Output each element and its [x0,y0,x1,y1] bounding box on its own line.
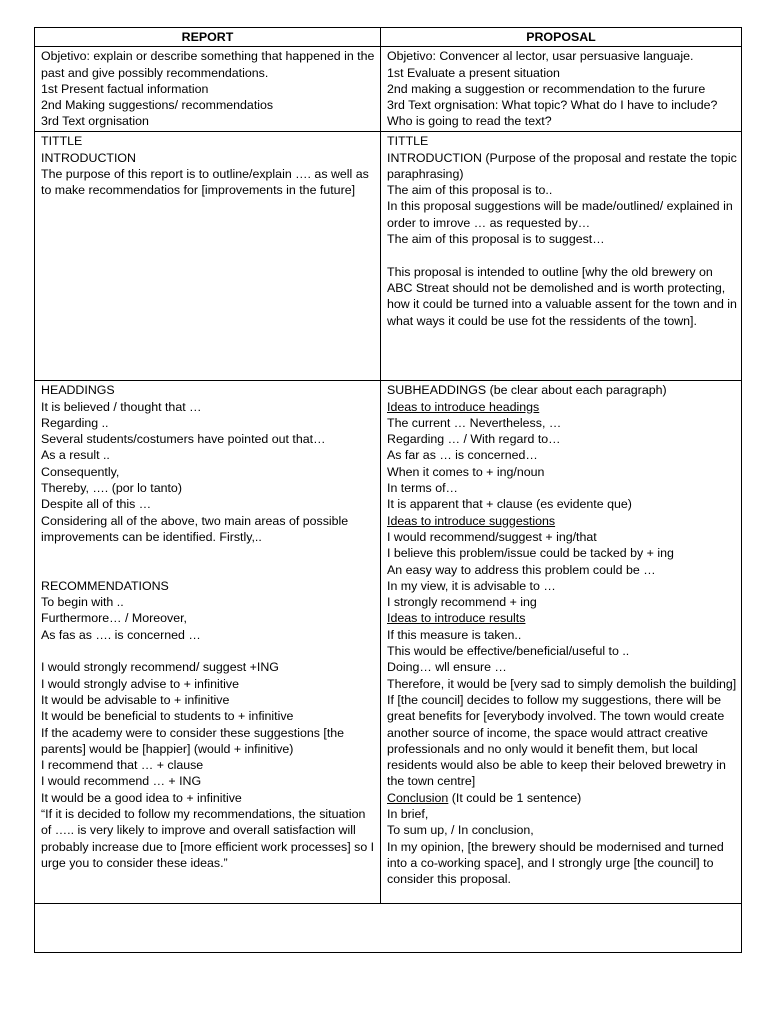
conclusion-note: (It could be 1 sentence) [448,790,582,805]
objectives-row [35,47,742,132]
proposal-intro-line: INTRODUCTION (Purpose of the proposal and restate the topic paraphrasing) [387,150,737,181]
proposal-body-line: SUBHEADDINGS (be clear about each paragraph) [387,383,667,398]
report-body-line: Consequently, [41,464,120,479]
report-body-line: It is believed / thought that … [41,399,202,414]
report-objective-line: 3rd Text orgnisation [41,114,149,129]
body-row [35,381,742,904]
report-intro-line: INTRODUCTION [41,150,136,165]
proposal-body-line: As far as … is concerned… [387,448,538,463]
report-body-line: Considering all of the above, two main areas of possible improvements can be identified. Firstly,.. [41,513,349,544]
report-body-line: As a result .. [41,448,110,463]
proposal-body-line: I strongly recommend + ing [387,595,537,610]
report-body-line: To begin with .. [41,595,124,610]
proposal-body-line: Regarding … / With regard to… [387,432,561,447]
proposal-body-cell [381,381,742,904]
proposal-body-line: This would be effective/beneficial/useful to .. [387,644,630,659]
report-body-line: Several students/costumers have pointed out that… [41,432,326,447]
report-body-line: As fas as …. is concerned … [41,627,201,642]
proposal-body-line: In terms of… [387,481,458,496]
report-intro-line: TITTLE [41,134,83,149]
report-body-line: I would strongly recommend/ suggest +ING [41,660,279,675]
proposal-body-line: I believe this problem/issue could be tacked by + ing [387,546,674,561]
report-header: REPORT [35,28,381,47]
proposal-body-line: In my view, it is advisable to … [387,578,556,593]
proposal-intro-line: In this proposal suggestions will be made/outlined/ explained in order to imrove … as requested by… [387,199,733,230]
blank-line [41,643,376,659]
proposal-subheading: Ideas to introduce results [387,611,526,626]
blank-line [387,247,737,263]
proposal-body-line: The current … Nevertheless, … [387,415,562,430]
proposal-body-line: To sum up, / In conclusion, [387,823,534,838]
report-objectives-cell [35,47,381,132]
proposal-body-line: Therefore, it would be [very sad to simply demolish the building] [387,676,737,691]
proposal-header: PROPOSAL [381,28,742,47]
proposal-objective-line: 3rd Text orgnisation: What topic? What do I have to include? Who is going to read the text? [387,98,718,129]
proposal-intro-line: The aim of this proposal is to suggest… [387,232,605,247]
proposal-body-line: If [the council] decides to follow my suggestions, there will be great benefits for [everybody involved. The town would create another source of income, the space would attract creative professionals and no only would it benefit them, but local residents would also be able to keep their beloved brewetry in the town centre] [387,692,726,789]
report-body-line: It would be a good idea to + infinitive [41,790,242,805]
report-body-cell [35,381,381,904]
proposal-subheading: Ideas to introduce headings [387,399,540,414]
report-body-line: RECOMMENDATIONS [41,578,169,593]
proposal-body-line: I would recommend/suggest + ing/that [387,529,597,544]
empty-cell [35,904,742,953]
proposal-introduction-cell [381,132,742,381]
proposal-objective-line: Objetivo: Convencer al lector, usar persuasive languaje. [387,49,694,64]
proposal-body-line: An easy way to address this problem could be … [387,562,656,577]
empty-row [35,904,742,953]
proposal-body-line: It is apparent that + clause (es evidente que) [387,497,632,512]
report-body-line: I would strongly advise to + infinitive [41,676,240,691]
proposal-objective-line: 2nd making a suggestion or recommendation to the furure [387,81,706,96]
blank-line [41,562,376,578]
report-body-line: If the academy were to consider these suggestions [the parents] would be [happier] (would + infinitive) [41,725,345,756]
report-objective-line: 1st Present factual information [41,81,209,96]
report-body-line: Regarding .. [41,415,109,430]
report-body-line: I would recommend … + ING [41,774,202,789]
proposal-body-line: When it comes to + ing/noun [387,464,545,479]
proposal-intro-line: The aim of this proposal is to.. [387,183,553,198]
report-body-line: “If it is decided to follow my recommendations, the situation of ….. is very likely to improve and overall satisfaction will probably increase due to [more efficient work processes] so I urge you to consider these ideas.” [41,807,375,870]
proposal-body-line: In my opinion, [the brewery should be modernised and turned into a co-working space], and I strongly urge [the council] to consider this proposal. [387,839,724,887]
proposal-subheading: Ideas to introduce suggestions [387,513,556,528]
report-body-line: Furthermore… / Moreover, [41,611,187,626]
blank-line [41,545,376,561]
conclusion-heading: Conclusion [387,790,449,805]
report-introduction-cell [35,132,381,381]
report-objective-line: Objetivo: explain or describe something that happened in the past and give possibly recommendations. [41,49,375,80]
proposal-body-line: In brief, [387,807,429,822]
header-row [35,28,742,47]
comparison-table [34,27,742,953]
proposal-intro-line: TITTLE [387,134,429,149]
proposal-objective-line: 1st Evaluate a present situation [387,65,560,80]
proposal-intro-line: This proposal is intended to outline [why the old brewery on ABC Streat should not be demolished and is worth protecting, how it could be turned into a valuable assent for the town and in what ways it could be use fot the ressidents of the town]. [387,264,737,328]
proposal-body-line: Doing… wll ensure … [387,660,507,675]
proposal-objectives-cell [381,47,742,132]
report-body-line: Despite all of this … [41,497,152,512]
conclusion-line [387,790,737,806]
report-body-line: HEADDINGS [41,383,115,398]
report-body-line: It would be advisable to + infinitive [41,692,230,707]
report-body-line: Thereby, …. (por lo tanto) [41,481,182,496]
report-body-line: I recommend that … + clause [41,758,204,773]
introduction-row [35,132,742,381]
report-intro-line: The purpose of this report is to outline/explain …. as well as to make recommendatios for [improvements in the future] [41,166,369,198]
proposal-body-line: If this measure is taken.. [387,627,522,642]
report-objective-line: 2nd Making suggestions/ recommendatios [41,98,274,113]
report-body-line: It would be beneficial to students to + infinitive [41,709,294,724]
